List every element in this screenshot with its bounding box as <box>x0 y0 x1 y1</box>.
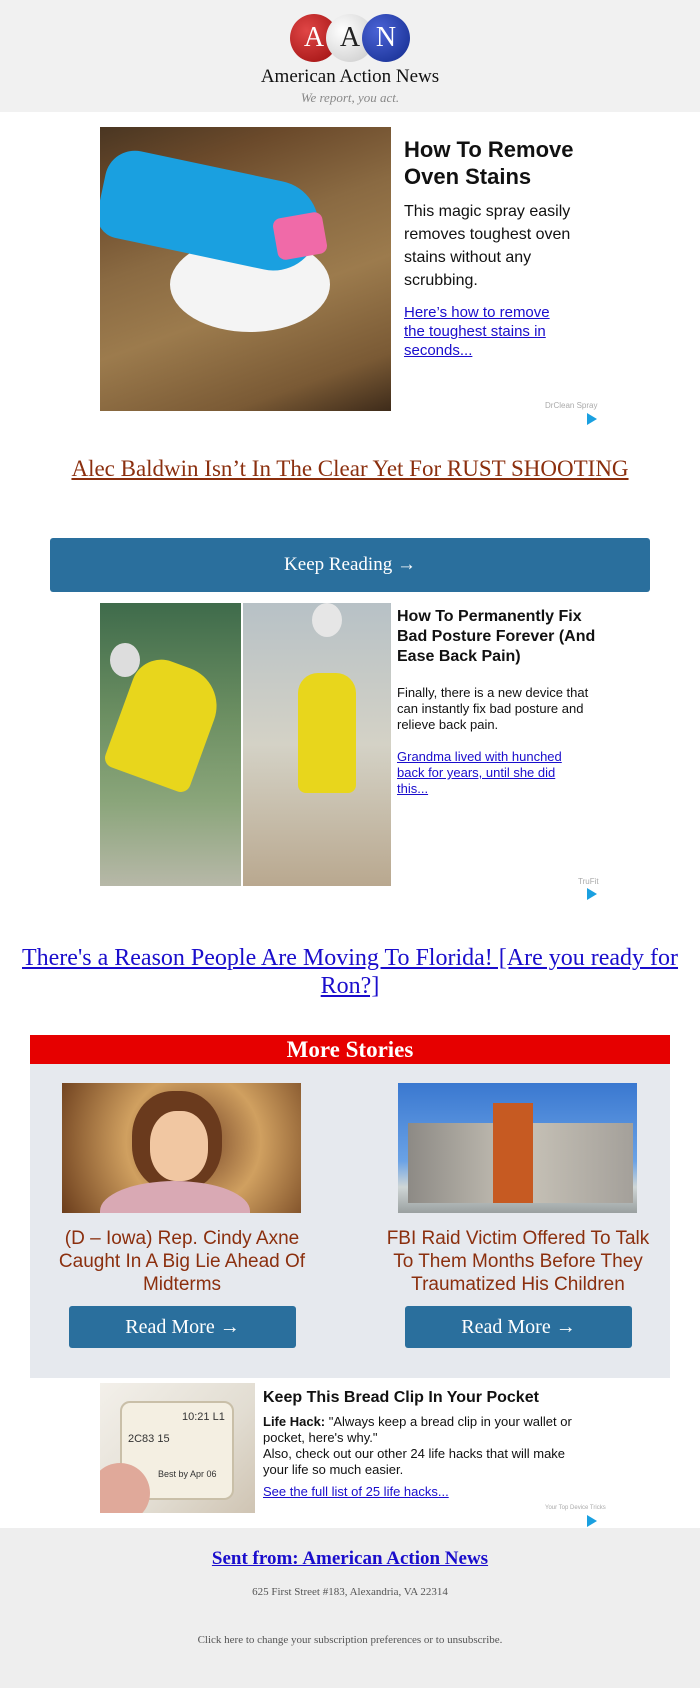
ad-oven-image[interactable] <box>100 127 391 411</box>
sent-from-link[interactable]: Sent from: American Action News <box>211 1548 489 1569</box>
ad-posture-source: TruFit <box>578 877 599 886</box>
more-stories-section <box>30 1035 670 1378</box>
ad-bread-link[interactable]: See the full list of 25 life hacks... <box>263 1484 449 1499</box>
keep-reading-button[interactable]: Keep Reading → <box>50 538 650 592</box>
ad-oven-text: This magic spray easily removes toughest oven stains without any scrubbing. <box>404 203 571 289</box>
ad-bread-title[interactable]: Keep This Bread Clip In Your Pocket <box>263 1389 539 1406</box>
footer-address: 625 First Street #183, Alexandria, VA 22314 <box>252 1586 448 1598</box>
story-caption-fbi[interactable]: FBI Raid Victim Offered To Talk To Them Months Before They Traumatized His Children <box>386 1228 650 1295</box>
brand-tagline: We report, you act. <box>300 90 400 105</box>
ad-oven-source: DrClean Spray <box>545 401 598 410</box>
read-more-button[interactable]: Read More → <box>69 1306 296 1348</box>
ad-bread-source: Your Top Device Tricks <box>545 1505 606 1511</box>
story-caption-axne[interactable]: (D – Iowa) Rep. Cindy Axne Caught In A Big Lie Ahead Of Midterms <box>58 1228 306 1295</box>
body-shape <box>100 1181 250 1213</box>
logo-circle-blue: N <box>362 14 410 62</box>
face-shape <box>150 1111 208 1181</box>
logo-circle-red: A <box>290 14 338 62</box>
clip-code-1: 10:21 L1 <box>182 1411 225 1423</box>
more-stories-heading: More Stories <box>30 1035 670 1064</box>
ad-posture-text: Finally, there is a new device that can instantly fix bad posture and relieve back pain. <box>397 685 589 732</box>
woman-upright-shape <box>298 673 356 793</box>
adchoices-icon[interactable] <box>587 888 597 900</box>
unsubscribe-link[interactable]: Click here to change your subscription preferences or to unsubscribe. <box>197 1634 503 1646</box>
clip-best-by: Best by Apr 06 <box>158 1469 217 1479</box>
ad-oven-title[interactable]: How To Remove Oven Stains <box>404 137 574 189</box>
ad-bread-text <box>263 1414 593 1478</box>
life-hack-label: Life Hack: <box>263 1414 326 1429</box>
story-image-fbi[interactable] <box>398 1083 637 1213</box>
adchoices-icon[interactable] <box>587 1515 597 1527</box>
ad-bread-quote: "Always keep a bread clip in your wallet or pocket, here's why." <box>263 1414 572 1445</box>
ad-bread-more: Also, check out our other 24 life hacks that will make your life so much easier. <box>263 1446 566 1477</box>
ad-posture-title[interactable]: How To Permanently Fix Bad Posture Forever (And Ease Back Pain) <box>397 608 596 665</box>
ad-bread-clip-image[interactable] <box>100 1383 255 1513</box>
ad-posture-link[interactable]: Grandma lived with hunched back for years, until she did this... <box>397 749 562 796</box>
logo-circle-white: A <box>326 14 374 62</box>
head-right-shape <box>312 603 342 637</box>
article-headline-link[interactable]: Alec Baldwin Isn’t In The Clear Yet For RUST SHOOTING <box>71 456 629 481</box>
ad-posture-image[interactable] <box>100 603 391 886</box>
clip-code-2: 2C83 15 <box>128 1433 170 1445</box>
brand-name: American Action News <box>260 66 440 87</box>
ad-oven-link[interactable]: Here’s how to remove the toughest stains in seconds... <box>404 304 550 359</box>
story-image-axne[interactable] <box>62 1083 301 1213</box>
tower-shape <box>493 1103 533 1203</box>
sponge-shape <box>272 211 329 261</box>
read-more-button[interactable]: Read More → <box>405 1306 632 1348</box>
florida-promo-link[interactable]: There's a Reason People Are Moving To Florida! [Are you ready for Ron?] <box>21 945 679 999</box>
glove-shape <box>100 145 327 279</box>
email-footer <box>0 1528 700 1688</box>
adchoices-icon[interactable] <box>587 413 597 425</box>
aan-logo[interactable] <box>288 14 412 64</box>
email-header <box>0 0 700 112</box>
